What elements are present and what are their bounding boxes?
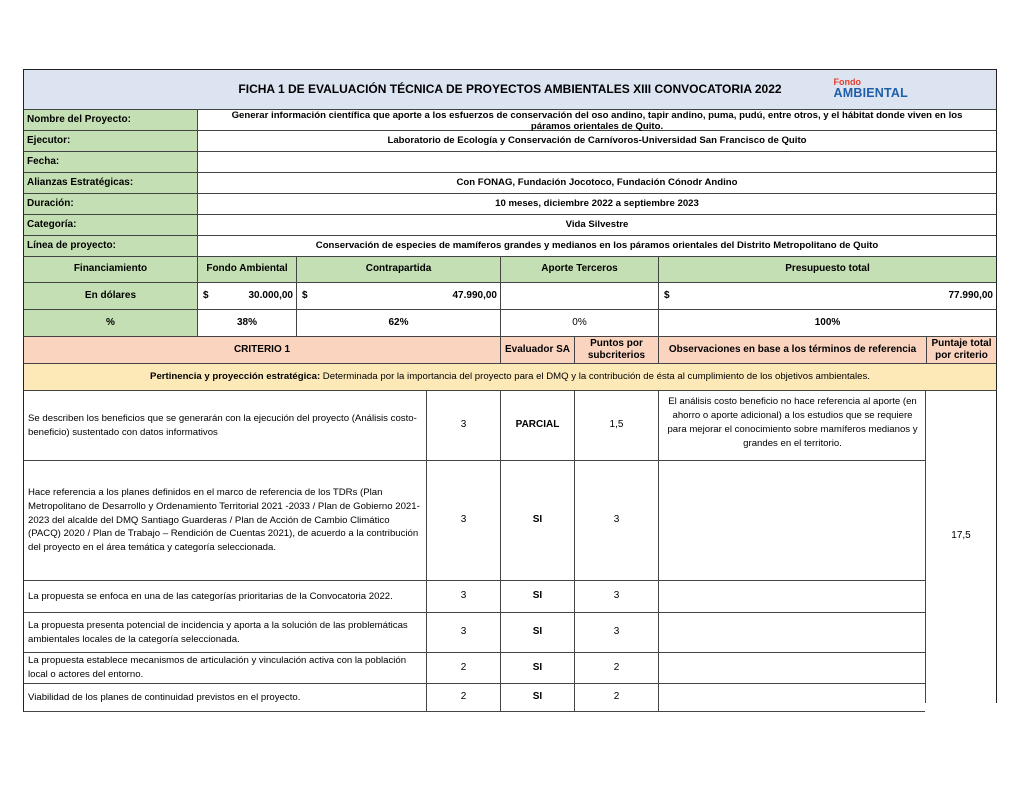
criterion-observation	[658, 461, 926, 580]
criterion-max-points: 2	[426, 684, 500, 711]
total-pct: 100%	[658, 310, 996, 336]
contrapartida-header: Contrapartida	[296, 257, 500, 282]
criterion-description: Se describen los beneficios que se generarán con la ejecución del proyecto (Análisis costo-beneficio) sustentado con datos informativos	[28, 412, 417, 438]
criterion-observation	[658, 581, 926, 612]
criterion-evaluation: SI	[500, 684, 574, 711]
linea-value: Conservación de especies de mamíferos grandes y medianos en los páramos orientales del Distrito Metropolitano de Quito	[197, 236, 996, 256]
presupuesto-total-header: Presupuesto total	[658, 257, 996, 282]
criterion-points: 1,5	[574, 391, 658, 460]
criterion-evaluation: SI	[500, 581, 574, 612]
fecha-value	[197, 152, 996, 172]
row-ejecutor	[23, 131, 997, 152]
fondo-amount-cell	[197, 283, 296, 309]
title-row	[23, 69, 997, 110]
en-dolares-label: En dólares	[24, 283, 197, 309]
criterion-description: La propuesta presenta potencial de incidencia y aporta a la solución de las problemáticas ambientales locales de la categoría seleccionada.	[28, 619, 408, 645]
nombre-label: Nombre del Proyecto:	[24, 110, 197, 130]
aporte-terceros-header: Aporte Terceros	[500, 257, 658, 282]
row-duracion	[23, 194, 997, 215]
criterion-description: Viabilidad de los planes de continuidad previstos en el proyecto.	[28, 691, 301, 703]
criterion-description: La propuesta establece mecanismos de articulación y vinculación activa con la población local o actores del entorno.	[28, 655, 407, 680]
fecha-label: Fecha:	[24, 152, 197, 172]
row-categoria	[23, 215, 997, 236]
row-alianzas	[23, 173, 997, 194]
criterion-points: 2	[574, 684, 658, 711]
criterion-max-points: 2	[426, 653, 500, 683]
fondo-pct: 38%	[197, 310, 296, 336]
puntaje-header: Puntaje total por criterio	[926, 337, 996, 363]
fondo-ambiental-logo	[834, 78, 908, 100]
criteria-block	[23, 391, 997, 703]
pct-label: %	[24, 310, 197, 336]
criterion-max-points: 3	[426, 581, 500, 612]
fondo-currency: $	[203, 289, 209, 301]
logo-main-text: AMBIENTAL	[833, 86, 908, 100]
evaluation-sheet	[23, 69, 997, 703]
row-linea	[23, 236, 997, 257]
pertinencia-row	[23, 364, 997, 391]
ejecutor-value: Laboratorio de Ecología y Conservación de Carnívoros-Universidad San Francisco de Quito	[197, 131, 996, 151]
financiamiento-header: Financiamiento	[73, 263, 148, 275]
row-nombre	[23, 110, 997, 131]
criterion-description: Hace referencia a los planes definidos en el marco de referencia de los TDRs (Plan Metropolitano de Desarrollo y Ordenamiento Territorial 2021 -2033 / Plan de Gobierno 2021-2023 del alcalde del DMQ Santiago Guarderas / Plan de Acción de Cambio Climático (PACQ) 2020 / Plan de Trabajo – Rendición de Cuentas 2021), de acuerdo a la contribución del proyecto en el área temática y categoría seleccionada.	[28, 486, 420, 554]
terceros-amount	[500, 283, 658, 309]
total-score: 17,5	[925, 391, 997, 703]
terceros-pct: 0%	[500, 310, 658, 336]
criterion-max-points: 3	[426, 461, 500, 580]
evaluador-header: Evaluador SA	[500, 337, 574, 363]
categoria-label: Categoría:	[24, 215, 197, 235]
nombre-value: Generar información científica que aporte a los esfuerzos de conservación del oso andino, tapir andino, puma, pudú, entre otros, y el hábitat donde viven en los páramos orientales de Quito.	[197, 110, 996, 130]
criteria-header-row	[23, 337, 997, 364]
linea-label: Línea de proyecto:	[24, 236, 197, 256]
total-amount: 77.990,00	[948, 289, 993, 301]
criterion-row	[23, 391, 925, 461]
criterion-observation	[658, 653, 926, 683]
financing-pct-row	[23, 310, 997, 337]
criterion-max-points: 3	[426, 613, 500, 652]
criterion-row	[23, 581, 925, 613]
criterion-points: 3	[574, 581, 658, 612]
fondo-amount: 30.000,00	[248, 289, 293, 301]
observaciones-header: Observaciones en base a los términos de referencia	[658, 337, 926, 363]
criterion-points: 3	[574, 461, 658, 580]
criterion-row	[23, 461, 925, 581]
criterion-row	[23, 653, 925, 684]
duracion-value: 10 meses, diciembre 2022 a septiembre 2023	[197, 194, 996, 214]
criterion-points: 3	[574, 613, 658, 652]
criterion-observation	[658, 684, 926, 711]
puntos-header: Puntos por subcriterios	[574, 337, 658, 363]
row-fecha	[23, 152, 997, 173]
criterion-max-points: 3	[426, 391, 500, 460]
total-amount-cell	[658, 283, 996, 309]
categoria-value: Vida Silvestre	[197, 215, 996, 235]
pertinencia-title: Pertinencia y proyección estratégica:	[150, 371, 321, 382]
criterion-evaluation: SI	[500, 613, 574, 652]
sheet-title: FICHA 1 DE EVALUACIÓN TÉCNICA DE PROYECTOS AMBIENTALES XIII CONVOCATORIA 2022	[238, 82, 782, 96]
criterion-observation	[658, 613, 926, 652]
contrapartida-currency: $	[302, 289, 308, 301]
fondo-ambiental-header: Fondo Ambiental	[197, 257, 296, 282]
criterion-evaluation: SI	[500, 653, 574, 683]
pertinencia-text	[24, 364, 996, 390]
alianzas-label: Alianzas Estratégicas:	[24, 173, 197, 193]
contrapartida-amount: 47.990,00	[452, 289, 497, 301]
criterion-row	[23, 613, 925, 653]
criterio-header: CRITERIO 1	[233, 343, 291, 355]
criterion-row	[23, 684, 925, 712]
ejecutor-label: Ejecutor:	[24, 131, 197, 151]
pertinencia-description: Determinada por la importancia del proyecto para el DMQ y la contribución de ésta al cumplimiento de los objetivos ambientales.	[320, 371, 870, 382]
total-currency: $	[664, 289, 670, 301]
logo-top-text: Fondo	[833, 77, 862, 87]
alianzas-value: Con FONAG, Fundación Jocotoco, Fundación Cónodr Andino	[197, 173, 996, 193]
criterion-evaluation: PARCIAL	[500, 391, 574, 460]
duracion-label: Duración:	[24, 194, 197, 214]
financing-dollars-row	[23, 283, 997, 310]
criterion-description: La propuesta se enfoca en una de las categorías prioritarias de la Convocatoria 2022.	[28, 590, 393, 602]
financing-header-row	[23, 257, 997, 283]
criterion-points: 2	[574, 653, 658, 683]
criterion-evaluation: SI	[500, 461, 574, 580]
contrapartida-amount-cell	[296, 283, 500, 309]
contrapartida-pct: 62%	[296, 310, 500, 336]
criterion-observation: El análisis costo beneficio no hace referencia al aporte (en ahorro o aporte adicional) a los estudios que se requiere para mejorar el conocimiento sobre mamíferos medianos y grandes en el territorio.	[658, 391, 926, 460]
